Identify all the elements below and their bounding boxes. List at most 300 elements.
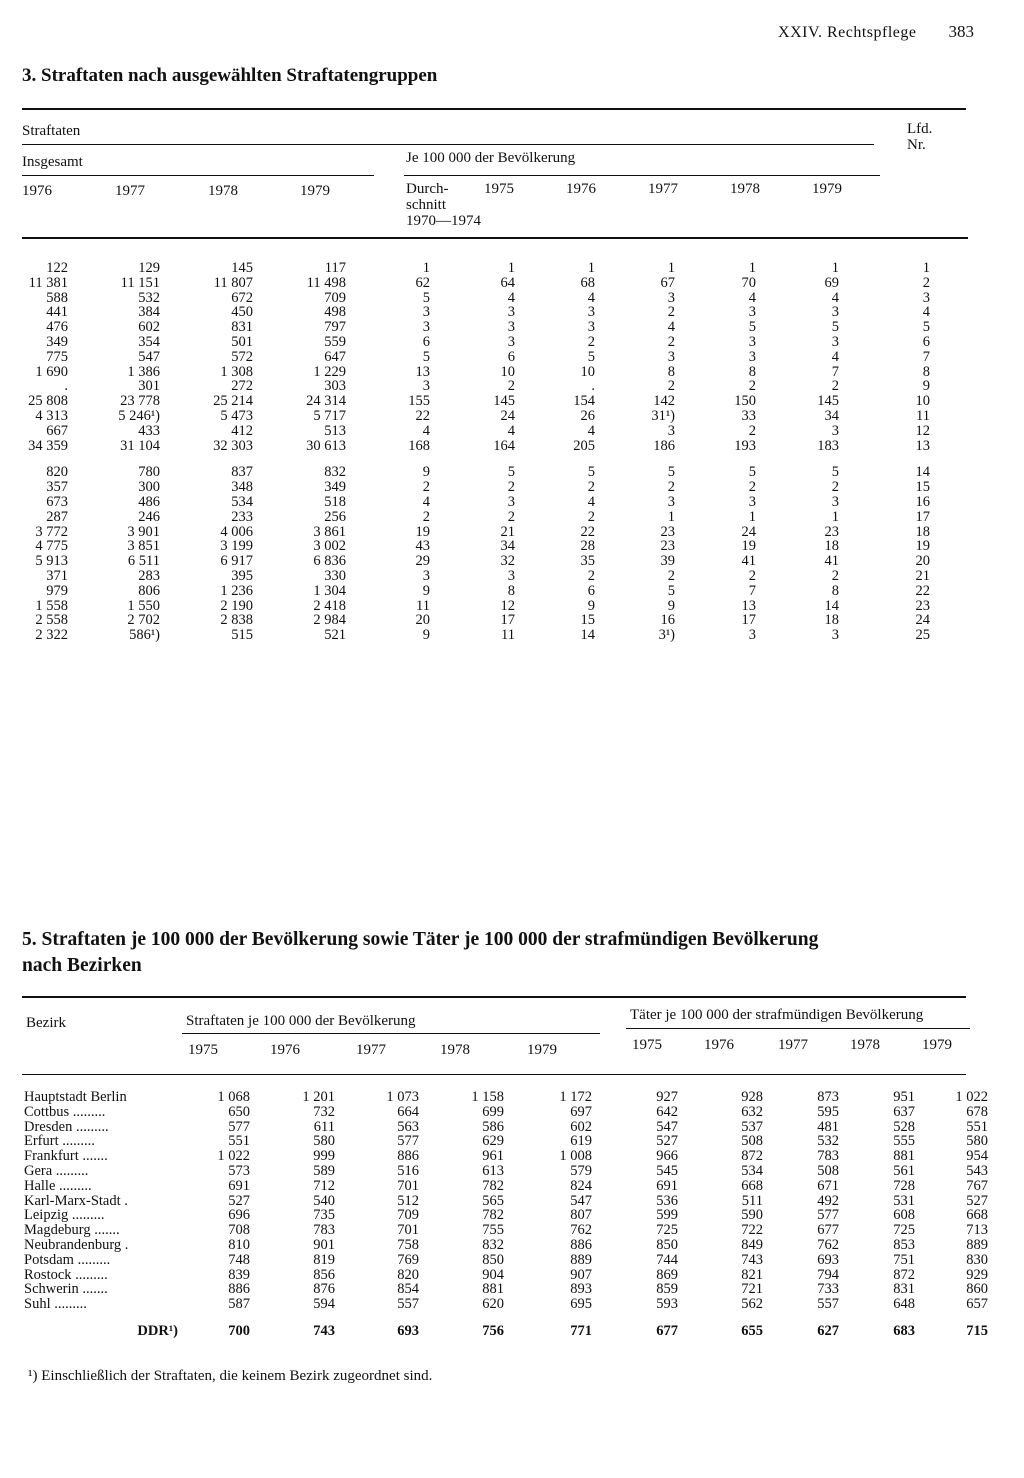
table3-header-je: Je 100 000 der Bevölkerung xyxy=(406,150,576,166)
table3-year-total-3: 1978 xyxy=(208,183,238,199)
table5-cell: 693 xyxy=(817,1251,839,1268)
table3-cell: 572 xyxy=(231,348,253,365)
table3-cell: 3 xyxy=(422,319,430,336)
table5-row xyxy=(24,1149,988,1164)
table3-cell: 586¹) xyxy=(129,627,160,644)
table5-cell: 881 xyxy=(893,1148,915,1165)
table3-cell: 2 838 xyxy=(220,612,253,629)
table3-cell: 164 xyxy=(493,437,515,454)
table3-cell: 5 913 xyxy=(35,553,68,570)
table5-cell: 722 xyxy=(741,1222,763,1239)
table3-cell: 300 xyxy=(138,479,160,496)
table3-cell: 6 511 xyxy=(127,553,160,570)
table5-cell: 1 073 xyxy=(386,1089,419,1105)
table5-cell: 536 xyxy=(656,1192,678,1209)
table3-row xyxy=(20,554,930,569)
table3-cell: 3 xyxy=(587,304,595,321)
table3-cell: 1 xyxy=(831,508,839,525)
table5-bezirk-label: Cottbus ......... xyxy=(24,1103,106,1120)
table3-cell: 476 xyxy=(46,319,68,336)
table5-cell: 580 xyxy=(966,1133,988,1150)
table5-cell: 743 xyxy=(741,1251,763,1268)
table5-cell: 590 xyxy=(741,1207,763,1224)
table5-body xyxy=(24,1090,988,1339)
table3-cell: 1 xyxy=(748,508,756,525)
table5-year-header: 1976 xyxy=(704,1037,734,1053)
table5-year-header: 1978 xyxy=(440,1042,470,1058)
table3-cell: 39 xyxy=(660,553,675,570)
table3-year-total-4: 1979 xyxy=(300,183,330,199)
table3-cell: 23 778 xyxy=(120,393,160,410)
table5-cell: 537 xyxy=(741,1118,763,1135)
table5-cell: 555 xyxy=(893,1133,915,1150)
table5-cell: 551 xyxy=(228,1133,250,1150)
table5-cell: 1 068 xyxy=(217,1089,250,1105)
table5-cell: 762 xyxy=(570,1222,592,1239)
table3-cell: 3 xyxy=(667,289,675,306)
table5-cell: 820 xyxy=(397,1266,419,1283)
table3-cell: 3 xyxy=(507,567,515,584)
table5-cell: 859 xyxy=(656,1281,678,1298)
table5-cell: 889 xyxy=(570,1251,592,1268)
table3-row xyxy=(20,439,930,454)
table3-row xyxy=(20,613,930,628)
table3-cell: 6 xyxy=(507,348,515,365)
table3-cell: 3 xyxy=(667,493,675,510)
table3-cell: 2 322 xyxy=(35,627,68,644)
table3-cell: 64 xyxy=(500,274,515,291)
table3-cell: 1 386 xyxy=(127,363,160,380)
table5-cell: 637 xyxy=(893,1103,915,1120)
table3-cell: 2 xyxy=(587,567,595,584)
table3-cell: 521 xyxy=(324,627,346,644)
table3-cell: 1 690 xyxy=(35,363,68,380)
table5-cell: 691 xyxy=(228,1177,250,1194)
table3-row-number: 2 xyxy=(922,274,930,291)
table3-row xyxy=(20,379,930,394)
table3-row xyxy=(20,584,930,599)
table5-row xyxy=(24,1297,988,1312)
table5-top-rule xyxy=(22,996,966,998)
table3-row xyxy=(20,569,930,584)
table3-cell: 145 xyxy=(493,393,515,410)
table3-cell: 9 xyxy=(422,627,430,644)
table5-year-header: 1975 xyxy=(188,1042,218,1058)
table5-cell: 810 xyxy=(228,1236,250,1253)
table3-row xyxy=(20,510,930,525)
table5-year-header: 1977 xyxy=(778,1037,808,1053)
table3-cell: 797 xyxy=(324,319,346,336)
table5-cell: 733 xyxy=(817,1281,839,1298)
table3-cell: 820 xyxy=(46,464,68,481)
table5-header-straftaten: Straftaten je 100 000 der Bevölkerung xyxy=(186,1013,416,1029)
table5-row xyxy=(24,1282,988,1297)
table3-cell: 2 xyxy=(422,508,430,525)
table5-bezirk-label: Potsdam ......... xyxy=(24,1251,111,1268)
table5-cell: 929 xyxy=(966,1266,988,1283)
table3-cell: 3 xyxy=(422,378,430,395)
table5-cell: 901 xyxy=(313,1236,335,1253)
table3-header-lfd: Lfd. xyxy=(907,121,933,137)
table5-cell: 619 xyxy=(570,1133,592,1150)
table3-row xyxy=(20,409,930,424)
table5-cell: 824 xyxy=(570,1177,592,1194)
table3-year-rate-4: 1978 xyxy=(730,181,760,197)
table5-cell: 849 xyxy=(741,1236,763,1253)
table5-cell: 951 xyxy=(893,1089,915,1105)
table5-cell: 627 xyxy=(817,1322,839,1339)
table5-cell: 1 158 xyxy=(471,1089,504,1105)
table5-cell: 573 xyxy=(228,1162,250,1179)
table3-row-number: 21 xyxy=(915,567,930,584)
table3-year-rate-3: 1977 xyxy=(648,181,678,197)
table5-cell: 954 xyxy=(966,1148,988,1165)
table3-cell: 5 xyxy=(667,582,675,599)
table3-cell: 6 xyxy=(587,582,595,599)
table5-cell: 755 xyxy=(482,1222,504,1239)
table3-cell: 5 xyxy=(748,464,756,481)
table3-cell: 28 xyxy=(580,538,595,555)
table5-cell: 595 xyxy=(817,1103,839,1120)
table3-cell: 11 381 xyxy=(28,274,68,291)
table3-cell: 2 702 xyxy=(127,612,160,629)
table3-cell: 32 xyxy=(500,553,515,570)
table5-cell: 561 xyxy=(893,1162,915,1179)
table3-cell: 11 xyxy=(501,627,515,644)
table3-cell: 24 314 xyxy=(306,393,346,410)
table5-row xyxy=(24,1194,988,1209)
table3-row xyxy=(20,495,930,510)
table3-cell: 4 xyxy=(587,289,595,306)
table5-row xyxy=(24,1105,988,1120)
table5-bezirk-label: Magdeburg ....... xyxy=(24,1222,120,1239)
table3-cell: 3 xyxy=(748,493,756,510)
table5-cell: 587 xyxy=(228,1296,250,1313)
table5-cell: 961 xyxy=(482,1148,504,1165)
table5-cell: 735 xyxy=(313,1207,335,1224)
table3-cell: 1 xyxy=(422,260,430,276)
table5-header-bottom-rule xyxy=(22,1074,966,1075)
table5-cell: 831 xyxy=(893,1281,915,1298)
table5-cell: 671 xyxy=(817,1177,839,1194)
table3-row xyxy=(20,539,930,554)
table5-cell: 713 xyxy=(966,1222,988,1239)
table3-cell: 168 xyxy=(408,437,430,454)
table3-cell: 5 246¹) xyxy=(118,407,160,424)
table3-cell: 5 xyxy=(831,319,839,336)
table3-row-number: 3 xyxy=(922,289,930,306)
table5-cell: 650 xyxy=(228,1103,250,1120)
table3-cell: 5 xyxy=(507,464,515,481)
table3-cell: 41 xyxy=(824,553,839,570)
table3-cell: 34 xyxy=(500,538,515,555)
table3-cell: 348 xyxy=(231,479,253,496)
table5-cell: 701 xyxy=(397,1222,419,1239)
table3-cell: 25 214 xyxy=(213,393,253,410)
table5-cell: 758 xyxy=(397,1236,419,1253)
table3-cell: 8 xyxy=(748,363,756,380)
table3-year-rate-1: 1975 xyxy=(484,181,514,197)
table3-cell: 14 xyxy=(824,597,839,614)
table3-cell: 3 xyxy=(422,304,430,321)
table5-cell: 794 xyxy=(817,1266,839,1283)
table3-cell: 29 xyxy=(415,553,430,570)
table3-cell: 21 xyxy=(500,523,515,540)
table5-row xyxy=(24,1223,988,1238)
table3-cell: 23 xyxy=(824,523,839,540)
table3-cell: 837 xyxy=(231,464,253,481)
table3-cell: 3 xyxy=(831,333,839,350)
table5-header-bezirk: Bezirk xyxy=(26,1015,66,1031)
table5-cell: 691 xyxy=(656,1177,678,1194)
table5-year-header: 1979 xyxy=(922,1037,952,1053)
table5-cell: 819 xyxy=(313,1251,335,1268)
table5-cell: 771 xyxy=(570,1322,592,1339)
table3-cell: 5 xyxy=(422,348,430,365)
table5-cell: 860 xyxy=(966,1281,988,1298)
table5-cell: 850 xyxy=(482,1251,504,1268)
table3-cell: 412 xyxy=(231,422,253,439)
table5-title-line1: 5. Straftaten je 100 000 der Bevölkerung sowie Täter je 100 000 der strafmündigen Bevölkerung xyxy=(22,929,819,950)
table5-cell: 762 xyxy=(817,1236,839,1253)
table3-cell: 30 613 xyxy=(306,437,346,454)
table5-cell: 853 xyxy=(893,1236,915,1253)
table3-cell: 129 xyxy=(138,260,160,276)
table5-cell: 481 xyxy=(817,1118,839,1135)
table3-cell: 4 775 xyxy=(35,538,68,555)
table5-cell: 728 xyxy=(893,1177,915,1194)
table3-cell: 4 313 xyxy=(35,407,68,424)
page-header xyxy=(778,22,974,42)
table3-title: 3. Straftaten nach ausgewählten Straftatengruppen xyxy=(22,65,438,86)
table5-cell: 721 xyxy=(741,1281,763,1298)
table3-cell: 780 xyxy=(138,464,160,481)
table3-cell: 19 xyxy=(415,523,430,540)
table5-cell: 557 xyxy=(817,1296,839,1313)
table3-cell: 2 xyxy=(667,479,675,496)
table3-cell: 501 xyxy=(231,333,253,350)
table3-cell: 183 xyxy=(817,437,839,454)
table5-cell: 744 xyxy=(656,1251,678,1268)
table3-cell: 20 xyxy=(415,612,430,629)
table3-row-number: 9 xyxy=(922,378,930,395)
table3-cell: 2 xyxy=(748,422,756,439)
table5-cell: 873 xyxy=(817,1089,839,1105)
table5-cell: 1 172 xyxy=(559,1089,592,1105)
table3-cell: 709 xyxy=(324,289,346,306)
table5-bezirk-label: DDR¹) xyxy=(137,1322,178,1339)
table5-cell: 547 xyxy=(570,1192,592,1209)
table3-cell: 2 984 xyxy=(313,612,346,629)
table5-cell: 839 xyxy=(228,1266,250,1283)
table5-cell: 577 xyxy=(817,1207,839,1224)
table3-cell: 24 xyxy=(741,523,756,540)
table3-cell: 2 xyxy=(667,378,675,395)
table3-cell: 11 807 xyxy=(213,274,253,291)
table5-cell: 712 xyxy=(313,1177,335,1194)
table5-cell: 695 xyxy=(570,1296,592,1313)
table5-cell: 743 xyxy=(313,1322,335,1339)
table5-cell: 699 xyxy=(482,1103,504,1120)
table3-cell: 8 xyxy=(667,363,675,380)
table5-cell: 527 xyxy=(966,1192,988,1209)
table3-cell: 62 xyxy=(415,274,430,291)
table3-row-number: 18 xyxy=(915,523,930,540)
table3-cell: 4 xyxy=(831,289,839,306)
table5-cell: 904 xyxy=(482,1266,504,1283)
table3-cell: 2 558 xyxy=(35,612,68,629)
table5-cell: 589 xyxy=(313,1162,335,1179)
table3-cell: 7 xyxy=(748,582,756,599)
table3-row xyxy=(20,599,930,614)
table3-cell: 5 473 xyxy=(220,407,253,424)
table5-cell: 532 xyxy=(817,1133,839,1150)
table3-cell: 2 190 xyxy=(220,597,253,614)
table3-cell: 647 xyxy=(324,348,346,365)
table3-cell: 2 xyxy=(507,508,515,525)
table5-bezirk-label: Neubrandenburg . xyxy=(24,1236,129,1253)
table5-year-header: 1977 xyxy=(356,1042,386,1058)
table3-cell: 12 xyxy=(500,597,515,614)
table3-durch-3: 1970—1974 xyxy=(406,213,481,229)
table3-row xyxy=(20,305,930,320)
table3-cell: 303 xyxy=(324,378,346,395)
table3-cell: 117 xyxy=(324,260,346,276)
table5-cell: 807 xyxy=(570,1207,592,1224)
table3-cell: 23 xyxy=(660,523,675,540)
table3-cell: 3 xyxy=(748,627,756,644)
table3-cell: 2 xyxy=(667,304,675,321)
table3-cell: 155 xyxy=(408,393,430,410)
table5-cell: 700 xyxy=(228,1322,250,1339)
table5-cell: 516 xyxy=(397,1162,419,1179)
table3-cell: 513 xyxy=(324,422,346,439)
table5-title-line2: nach Bezirken xyxy=(22,955,142,976)
table3-header-bottom-rule xyxy=(22,237,968,239)
table5-cell: 769 xyxy=(397,1251,419,1268)
table3-cell: 349 xyxy=(324,479,346,496)
table3-cell: 7 xyxy=(831,363,839,380)
table3-cell: 2 xyxy=(587,333,595,350)
table3-cell: 3 772 xyxy=(35,523,68,540)
table3-cell: 2 xyxy=(831,479,839,496)
table5-cell: 708 xyxy=(228,1222,250,1239)
table3-row xyxy=(20,335,930,350)
table5-cell: 580 xyxy=(313,1133,335,1150)
table3-cell: 5 717 xyxy=(313,407,346,424)
table5-cell: 881 xyxy=(482,1281,504,1298)
table3-cell: 2 xyxy=(587,479,595,496)
table5-cell: 677 xyxy=(656,1322,678,1339)
table5-cell: 594 xyxy=(313,1296,335,1313)
table3-row xyxy=(20,320,930,335)
table3-cell: . xyxy=(591,378,595,395)
table3-cell: 515 xyxy=(231,627,253,644)
table3-cell: 11 151 xyxy=(120,274,160,291)
table3-cell: 349 xyxy=(46,333,68,350)
table3-row-number: 7 xyxy=(922,348,930,365)
table3-cell: 4 xyxy=(587,493,595,510)
table3-cell: 775 xyxy=(46,348,68,365)
table5-cell: 886 xyxy=(228,1281,250,1298)
table5-year-header: 1978 xyxy=(850,1037,880,1053)
table5-cell: 907 xyxy=(570,1266,592,1283)
table3-cell: 3 xyxy=(748,333,756,350)
table5-cell: 577 xyxy=(228,1118,250,1135)
table5-cell: 599 xyxy=(656,1207,678,1224)
table3-cell: 17 xyxy=(741,612,756,629)
table3-cell: 5 xyxy=(587,464,595,481)
table3-row xyxy=(20,276,930,291)
table3-cell: 371 xyxy=(46,567,68,584)
table3-durch-2: schnitt xyxy=(406,197,446,213)
table3-cell: 23 xyxy=(660,538,675,555)
table3-row xyxy=(20,480,930,495)
table5-cell: 872 xyxy=(893,1266,915,1283)
table5-cell: 613 xyxy=(482,1162,504,1179)
table5-cell: 593 xyxy=(656,1296,678,1313)
table5-cell: 648 xyxy=(893,1296,915,1313)
table5-cell: 511 xyxy=(741,1192,763,1209)
table3-cell: 2 xyxy=(831,567,839,584)
table3-row-number: 22 xyxy=(915,582,930,599)
table3-cell: 9 xyxy=(422,582,430,599)
table3-row-number: 1 xyxy=(922,260,930,276)
table5-row xyxy=(24,1120,988,1135)
table3-cell: 154 xyxy=(573,393,595,410)
table3-cell: 3 xyxy=(748,348,756,365)
table5-cell: 540 xyxy=(313,1192,335,1209)
table5-cell: 531 xyxy=(893,1192,915,1209)
table3-cell: 832 xyxy=(324,464,346,481)
table3-cell: 43 xyxy=(415,538,430,555)
table3-cell: 15 xyxy=(580,612,595,629)
table3-cell: 145 xyxy=(817,393,839,410)
table3-cell: 9 xyxy=(667,597,675,614)
table3-row-number: 6 xyxy=(922,333,930,350)
table3-cell: 2 xyxy=(748,479,756,496)
table5-year-header: 1979 xyxy=(527,1042,557,1058)
table3-cell: 547 xyxy=(138,348,160,365)
table3-cell: 2 xyxy=(667,567,675,584)
table5-cell: 527 xyxy=(656,1133,678,1150)
table3-cell: 41 xyxy=(741,553,756,570)
table3-row-number: 13 xyxy=(915,437,930,454)
table3-cell: 2 xyxy=(422,479,430,496)
table3-cell: 1 xyxy=(507,260,515,276)
table5-cell: 782 xyxy=(482,1207,504,1224)
table5-bezirk-label: Hauptstadt Berlin xyxy=(24,1089,127,1105)
table5-cell: 1 022 xyxy=(217,1148,250,1165)
table3-row xyxy=(20,291,930,306)
table3-year-rate-2: 1976 xyxy=(566,181,596,197)
table5-cell: 642 xyxy=(656,1103,678,1120)
table3-cell: 142 xyxy=(653,393,675,410)
table3-cell: 3 199 xyxy=(220,538,253,555)
table5-cell: 732 xyxy=(313,1103,335,1120)
table5-bezirk-label: Suhl ......... xyxy=(24,1296,87,1313)
table3-header-nr: Nr. xyxy=(907,137,926,153)
table3-cell: 534 xyxy=(231,493,253,510)
table5-cell: 565 xyxy=(482,1192,504,1209)
table3-cell: 31 104 xyxy=(120,437,160,454)
table3-cell: 17 xyxy=(500,612,515,629)
table3-row-number: 8 xyxy=(922,363,930,380)
table5-cell: 527 xyxy=(228,1192,250,1209)
table3-cell: 35 xyxy=(580,553,595,570)
table3-row-number: 17 xyxy=(915,508,930,525)
table5-bezirk-label: Rostock ......... xyxy=(24,1266,108,1283)
